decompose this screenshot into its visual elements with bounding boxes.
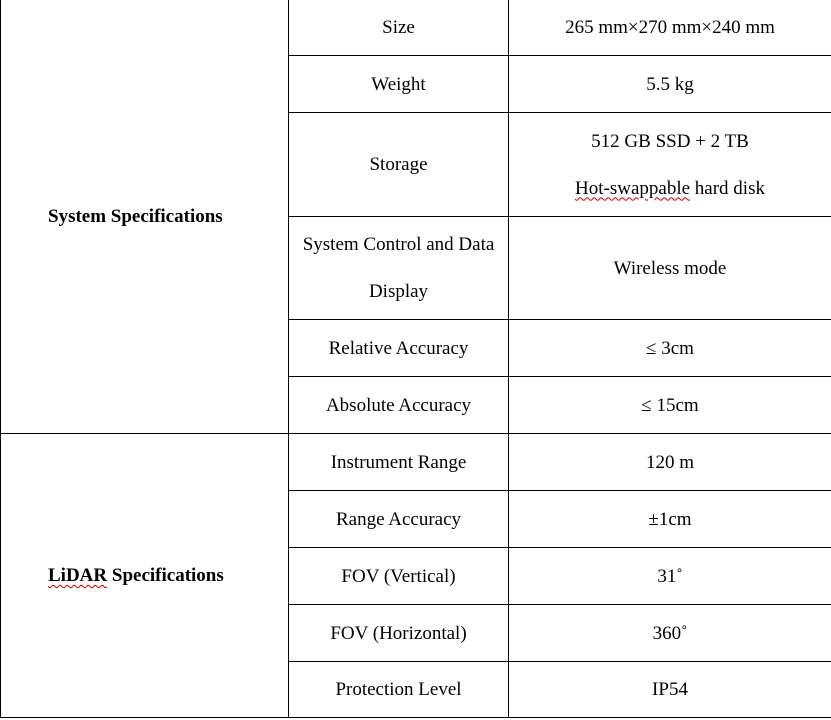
table-row <box>1 0 831 56</box>
spellcheck-word: Hot-swappable <box>575 177 691 199</box>
spec-value: ≤ 15cm <box>509 377 831 434</box>
spec-value: 360˚ <box>509 605 831 662</box>
spec-name: FOV (Vertical) <box>289 548 509 605</box>
spec-value: ≤ 3cm <box>509 320 831 377</box>
spec-name <box>289 217 509 320</box>
spec-value-line: 512 GB SSD + 2 TB <box>591 130 749 152</box>
spec-name: Absolute Accuracy <box>289 377 509 434</box>
spec-name-line: Display <box>368 281 429 302</box>
spec-name: Storage <box>289 113 509 217</box>
spec-value: IP54 <box>509 662 831 718</box>
spec-value <box>509 113 831 217</box>
spellcheck-word: LiDAR <box>48 565 108 586</box>
table-row <box>1 434 831 491</box>
spec-value-text: hard disk <box>690 177 765 199</box>
spec-value: ±1cm <box>509 491 831 548</box>
spec-value: 265 mm×270 mm×240 mm <box>509 0 831 56</box>
spec-value: 5.5 kg <box>509 56 831 113</box>
section-title: System Specifications <box>48 205 223 227</box>
spec-name: Protection Level <box>289 662 509 718</box>
section-system-specifications <box>1 0 289 434</box>
spec-value: Wireless mode <box>509 217 831 320</box>
section-lidar-specifications <box>1 434 289 718</box>
spec-name: FOV (Horizontal) <box>289 605 509 662</box>
spec-value-line <box>509 165 831 212</box>
spec-value: 120 m <box>509 434 831 491</box>
spec-name: Weight <box>289 56 509 113</box>
spec-name: Relative Accuracy <box>289 320 509 377</box>
spec-name: Range Accuracy <box>289 491 509 548</box>
spec-name: Size <box>289 0 509 56</box>
spec-name-line: System Control and Data <box>302 234 495 255</box>
section-title: Specifications <box>107 565 224 586</box>
spec-name: Instrument Range <box>289 434 509 491</box>
spec-value: 31˚ <box>509 548 831 605</box>
